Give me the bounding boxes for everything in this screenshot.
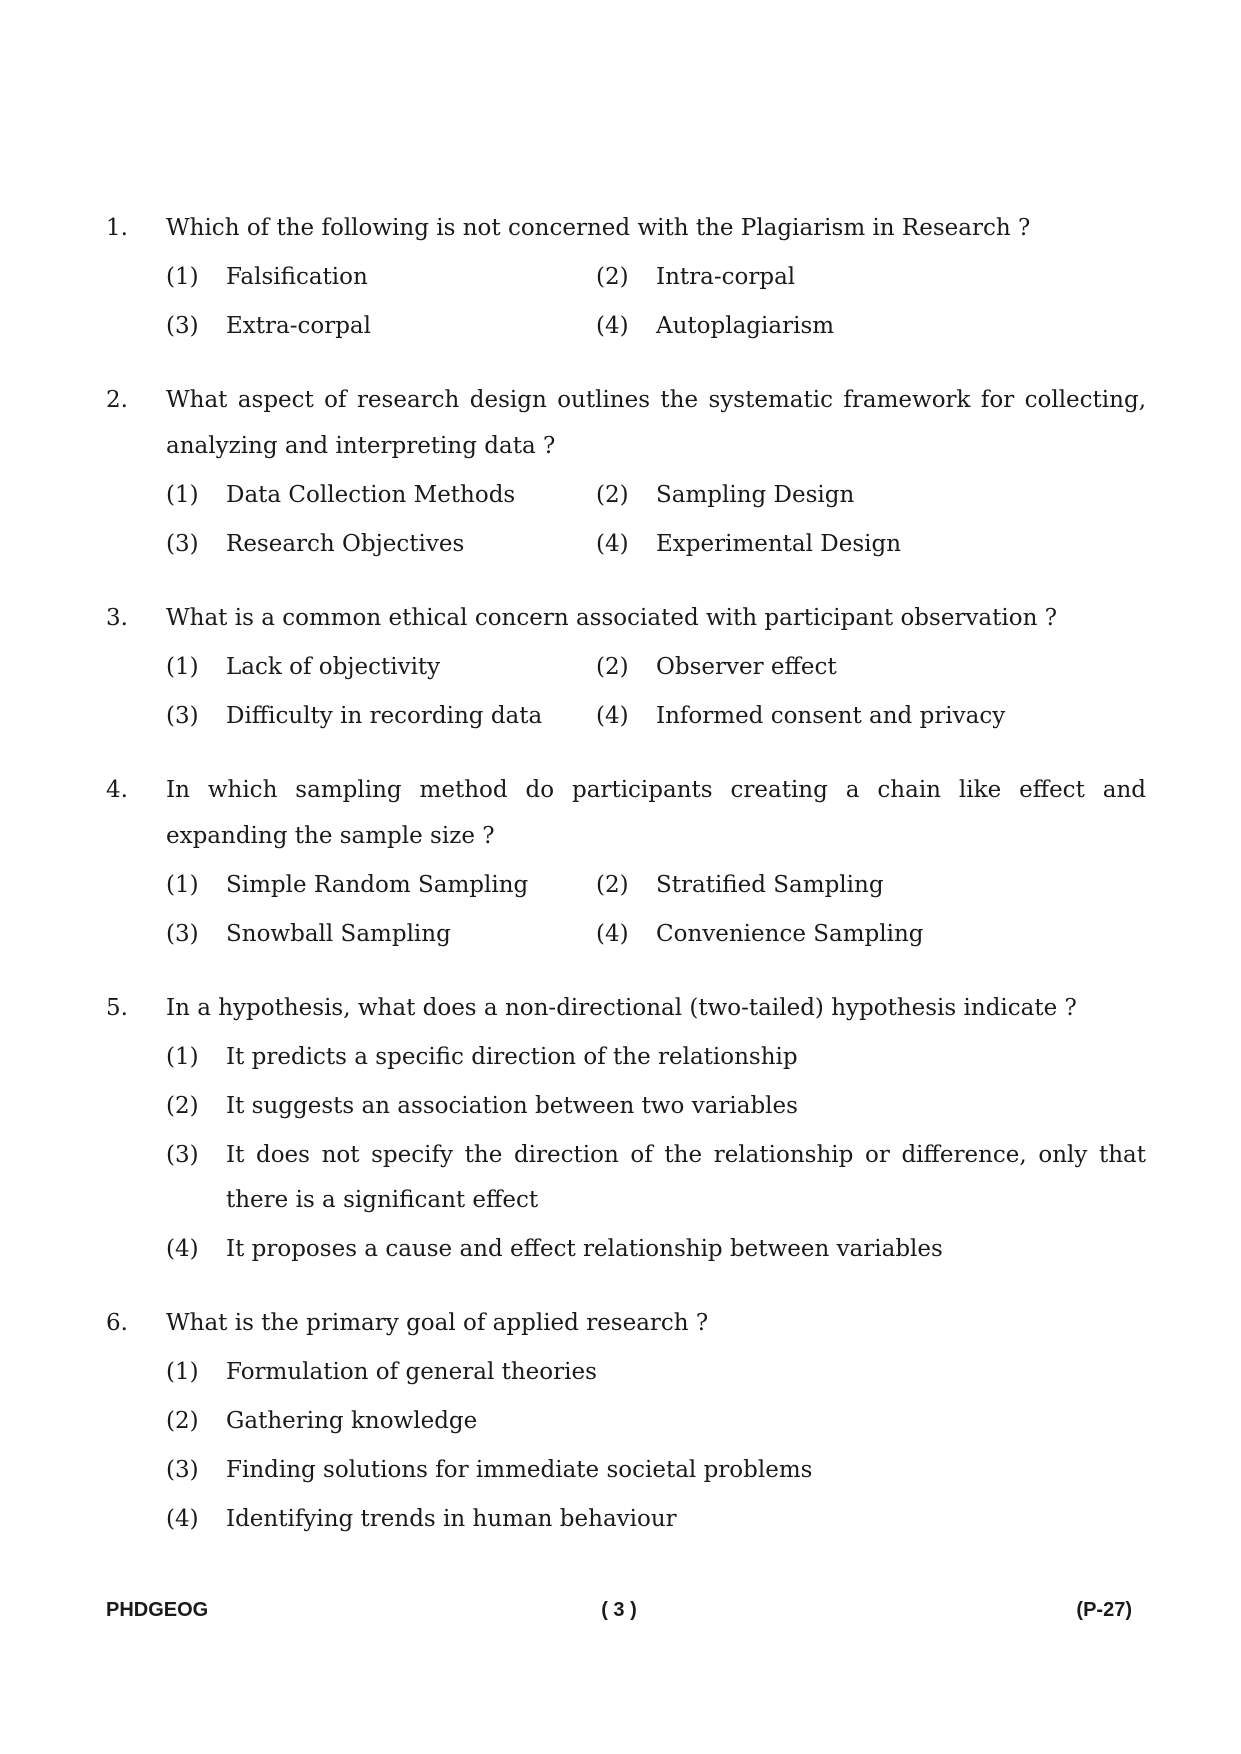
option-text: It predicts a specific direction of the relationship	[226, 1044, 798, 1070]
question-list	[106, 205, 1146, 1570]
question-text: What aspect of research design outlines the systematic framework for collecting, analyzing and interpreting data ?	[166, 387, 1146, 459]
option-4	[596, 522, 1146, 567]
option-text: Informed consent and privacy	[656, 703, 1006, 729]
option-number: (2)	[596, 482, 629, 508]
option-4	[166, 1227, 1146, 1272]
option-3	[166, 912, 596, 957]
option-3	[166, 304, 596, 349]
option-text: Sampling Design	[656, 482, 855, 508]
set-code: (P-27)	[1076, 1599, 1132, 1621]
option-number: (3)	[166, 1142, 199, 1168]
question-text: What is the primary goal of applied research ?	[166, 1310, 709, 1336]
question-3	[106, 595, 1146, 739]
question-number: 2.	[106, 387, 128, 413]
option-1	[166, 863, 596, 908]
option-text: Snowball Sampling	[226, 921, 451, 947]
option-number: (2)	[596, 872, 629, 898]
option-3	[166, 1133, 1146, 1223]
option-2	[596, 645, 1146, 690]
option-4	[596, 304, 1146, 349]
option-3	[166, 522, 596, 567]
option-3	[166, 694, 596, 739]
page-number: ( 3 )	[601, 1599, 637, 1621]
option-1	[166, 473, 596, 518]
option-1	[166, 1350, 1146, 1395]
option-1	[166, 645, 596, 690]
option-text: Simple Random Sampling	[226, 872, 529, 898]
option-text: Extra-corpal	[226, 313, 371, 339]
options	[166, 863, 1146, 957]
option-1	[166, 1035, 1146, 1080]
option-2	[596, 255, 1146, 300]
question-text: Which of the following is not concerned with the Plagiarism in Research ?	[166, 215, 1031, 241]
option-4	[166, 1497, 1146, 1542]
options	[166, 1035, 1146, 1272]
question-1	[106, 205, 1146, 349]
option-2	[596, 863, 1146, 908]
option-text: Finding solutions for immediate societal problems	[226, 1457, 813, 1483]
option-text: It does not specify the direction of the relationship or difference, only that there is a significant effect	[226, 1142, 1146, 1213]
option-text: Lack of objectivity	[226, 654, 441, 680]
option-number: (1)	[166, 872, 199, 898]
question-4	[106, 767, 1146, 957]
option-text: Falsification	[226, 264, 368, 290]
question-number: 4.	[106, 777, 128, 803]
option-text: Identifying trends in human behaviour	[226, 1506, 677, 1532]
option-text: Gathering knowledge	[226, 1408, 478, 1434]
option-number: (4)	[596, 921, 629, 947]
option-text: Observer effect	[656, 654, 837, 680]
option-number: (3)	[166, 313, 199, 339]
option-number: (4)	[596, 531, 629, 557]
question-number: 6.	[106, 1310, 128, 1336]
option-4	[596, 694, 1146, 739]
option-text: Experimental Design	[656, 531, 902, 557]
option-number: (1)	[166, 482, 199, 508]
question-text: In which sampling method do participants creating a chain like effect and expanding the sample size ?	[166, 777, 1146, 849]
option-text: Difficulty in recording data	[226, 703, 543, 729]
option-text: Intra-corpal	[656, 264, 796, 290]
option-number: (2)	[596, 654, 629, 680]
options	[166, 473, 1146, 567]
option-number: (1)	[166, 264, 199, 290]
option-3	[166, 1448, 1146, 1493]
option-2	[596, 473, 1146, 518]
option-text: Data Collection Methods	[226, 482, 516, 508]
question-2	[106, 377, 1146, 567]
options	[166, 645, 1146, 739]
question-text: What is a common ethical concern associated with participant observation ?	[166, 605, 1058, 631]
question-number: 3.	[106, 605, 128, 631]
option-text: Autoplagiarism	[656, 313, 835, 339]
option-text: Convenience Sampling	[656, 921, 924, 947]
option-number: (1)	[166, 1359, 199, 1385]
question-number: 1.	[106, 215, 128, 241]
option-number: (4)	[596, 703, 629, 729]
option-number: (4)	[596, 313, 629, 339]
question-number: 5.	[106, 995, 128, 1021]
option-2	[166, 1084, 1146, 1129]
option-number: (2)	[596, 264, 629, 290]
option-number: (2)	[166, 1093, 199, 1119]
option-number: (3)	[166, 703, 199, 729]
option-text: It suggests an association between two variables	[226, 1093, 798, 1119]
option-number: (3)	[166, 531, 199, 557]
option-text: It proposes a cause and effect relationship between variables	[226, 1236, 943, 1262]
option-number: (3)	[166, 1457, 199, 1483]
option-number: (4)	[166, 1506, 199, 1532]
question-5	[106, 985, 1146, 1272]
option-number: (4)	[166, 1236, 199, 1262]
options	[166, 255, 1146, 349]
option-number: (3)	[166, 921, 199, 947]
option-2	[166, 1399, 1146, 1444]
option-number: (1)	[166, 654, 199, 680]
option-4	[596, 912, 1146, 957]
option-text: Research Objectives	[226, 531, 465, 557]
question-6	[106, 1300, 1146, 1542]
option-1	[166, 255, 596, 300]
question-text: In a hypothesis, what does a non-directional (two-tailed) hypothesis indicate ?	[166, 995, 1077, 1021]
options	[166, 1350, 1146, 1542]
option-number: (1)	[166, 1044, 199, 1070]
paper-code: PHDGEOG	[106, 1599, 209, 1621]
option-text: Stratified Sampling	[656, 872, 884, 898]
option-text: Formulation of general theories	[226, 1359, 597, 1385]
option-number: (2)	[166, 1408, 199, 1434]
